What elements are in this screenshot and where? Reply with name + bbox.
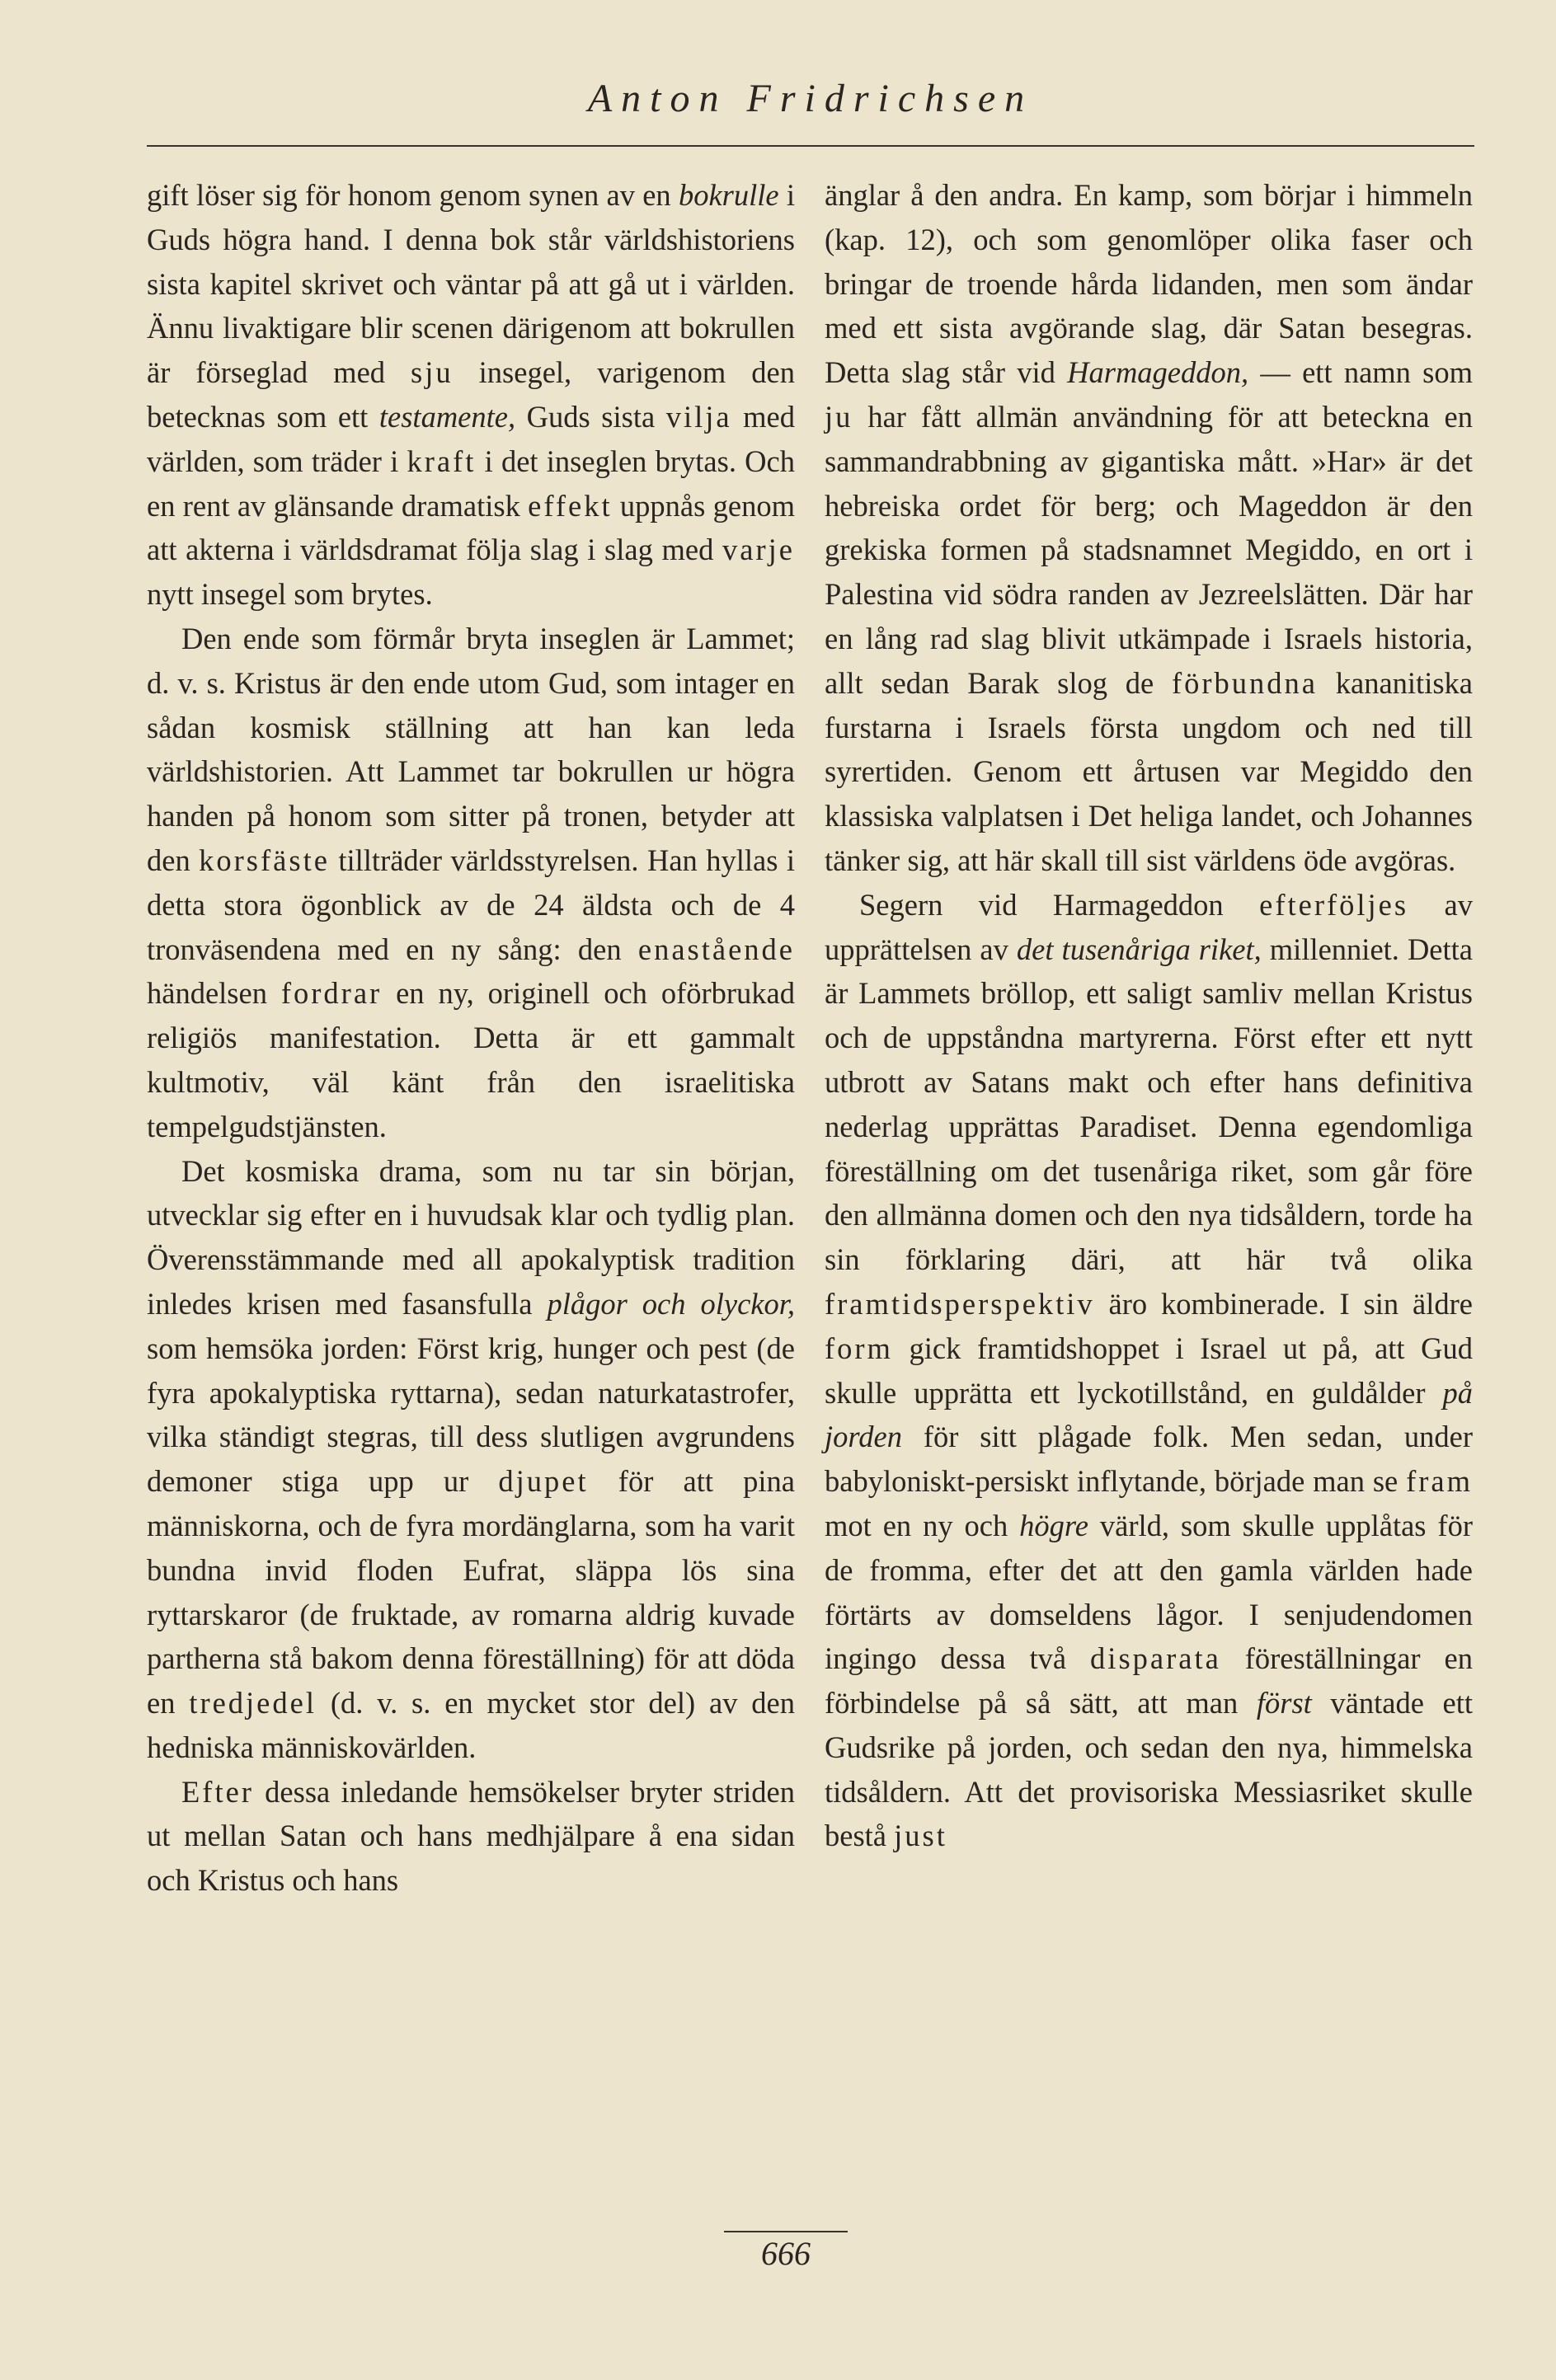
text-run: händelsen: [147, 976, 281, 1011]
italic-run: testamente,: [378, 399, 516, 434]
spaced-run: sju: [411, 355, 454, 390]
paragraph: [147, 1770, 795, 1903]
text-run: insegel, varigenom den betecknas som ett: [147, 355, 795, 434]
spaced-run: form: [825, 1331, 893, 1365]
paragraph: [825, 883, 1473, 1859]
italic-run: plågor och olyckor,: [547, 1286, 796, 1321]
text-run: Den ende som förmår bryta inseglen är Lammet; d. v. s. Kristus är den ende utom Gud, som intager en sådan kosmisk ställning att han kan leda världshistorien. Att Lammet tar bokrullen ur högra handen på honom som sitter på tronen, betyder att den: [147, 621, 795, 877]
spaced-run: tredjedel: [189, 1686, 317, 1720]
paragraph: [147, 617, 795, 1149]
spaced-run: disparata: [1090, 1641, 1221, 1676]
spaced-run: kraft: [407, 444, 477, 478]
left-column: [147, 173, 795, 1903]
spaced-run: ju: [825, 399, 853, 434]
header-rule: [147, 145, 1474, 147]
text-run: föreställningar en förbindelse på så sätt, att man: [825, 1641, 1473, 1720]
spaced-run: fram: [1406, 1464, 1473, 1499]
text-run: en ny, originell och oförbrukad religiös manifestation. Detta är ett gammalt kultmotiv, väl känt från den israelitiska tempelgudstjänsten.: [147, 976, 795, 1143]
text-run: Det kosmiska drama, som nu tar sin början, utvecklar sig efter en i huvudsak klar och tydlig plan. Överensstämmande med all apokalyptisk tradition inledes krisen med fasansfulla: [147, 1153, 795, 1321]
text-run: av upprättelsen av: [825, 887, 1473, 966]
spaced-run: förbundna: [1171, 665, 1318, 700]
text-run: kananitiska furstarna i Israels första ungdom och ned till syrertiden. Genom ett årtusen var Megiddo den klassiska valplatsen i Det heliga landet, och Johannes tänker sig, att här skall till sist världens öde avgöras.: [825, 665, 1473, 877]
spaced-run: vilja: [665, 399, 732, 434]
text-run: tillträder världsstyrelsen. Han hyllas i detta stora ögonblick av de 24 äldsta och de 4 tronväsendena med en ny sång: den: [147, 843, 796, 966]
text-run: i det inseglen brytas. Och en rent av glänsande dramatisk: [147, 444, 795, 523]
text-run: har fått allmän användning för att beteckna en sammandrabbning av gigantiska mått. »Har» är det hebreiska ordet för berg; och Mageddon är den grekiska formen på stadsnamnet Megiddo, en ort i Palestina vid södra randen av Jezreelslätten. Där har en lång rad slag blivit utkämpade i Israels historia, allt sedan Barak slog de: [825, 399, 1473, 700]
text-run: gick framtidshoppet i Israel ut på, att Gud skulle upprätta ett lyckotillstånd, en guldålder: [825, 1331, 1473, 1410]
spaced-run: varje: [722, 533, 795, 567]
text-run: mot en ny och: [825, 1508, 1020, 1542]
text-run: nytt insegel som brytes.: [147, 577, 433, 612]
paragraph: [825, 173, 1473, 883]
text-run: Segern vid Harmageddon: [859, 887, 1260, 922]
right-column: [825, 173, 1473, 1858]
paragraph: [147, 1149, 795, 1770]
running-head: Anton Fridrichsen: [587, 77, 1034, 120]
spaced-run: djupet: [498, 1464, 589, 1499]
text-run: värld, som skulle upplåtas för de fromma, efter det att den gamla världen hade förtärts av domseldens lågor. I senjudendomen ingingo dessa två: [825, 1508, 1473, 1676]
text-run: som hemsöka jorden: Först krig, hunger och pest (de fyra apokalyptiska ryttarna), sedan naturkatastrofer, vilka ständigt stegras, till dess slutligen avgrundens demoner stiga upp ur: [147, 1331, 795, 1499]
spaced-run: enastående: [637, 932, 795, 966]
text-run: änglar å den andra. En kamp, som börjar i himmeln (kap. 12), och som genomlöper olika faser och bringar de troende hårda lidanden, men som ändar med ett sista avgörande slag, där Satan besegras. Detta slag står vid: [825, 178, 1473, 390]
text-run: dessa inledande hemsökelser bryter striden ut mellan Satan och hans medhjälpare å ena sidan och Kristus och hans: [147, 1774, 795, 1898]
italic-run: det tusenåriga riket,: [1016, 932, 1262, 966]
spaced-run: fordrar: [280, 976, 383, 1011]
spaced-run: efterföljes: [1259, 887, 1409, 922]
italic-run: högre: [1019, 1508, 1088, 1542]
text-run: (d. v. s. en mycket stor del) av den hedniska människovärlden.: [147, 1686, 795, 1764]
text-run: för att pina människorna, och de fyra mordänglarna, som ha varit bundna invid floden Eufrat, släppa lös sina ryttarskaror (de fruktade, av romarna aldrig kuvade partherna stå bakom denna föreställning) för att döda en: [147, 1464, 795, 1720]
spaced-run: effekt: [528, 488, 613, 523]
spaced-run: just: [894, 1819, 947, 1853]
italic-run: bokrulle: [678, 178, 779, 212]
text-run: för sitt plågade folk. Men sedan, under babyloniskt-persiskt inflytande, började man se: [825, 1420, 1473, 1499]
text-run: Guds sista: [515, 399, 666, 434]
paragraph: [147, 173, 795, 617]
text-run: gift löser sig för honom genom synen av en: [147, 178, 679, 212]
italic-run: Harmageddon,: [1067, 355, 1249, 390]
text-run: med världen, som träder i: [147, 399, 795, 478]
text-run: i Guds högra hand. I denna bok står världshistoriens sista kapitel skrivet och väntar på att gå ut i världen. Ännu livaktigare blir scenen därigenom att bokrullen är förseglad med: [147, 178, 795, 390]
text-run: millenniet. Detta är Lammets bröllop, ett saligt samliv mellan Kristus och de uppståndna martyrerna. Först efter ett nytt utbrott av Satans makt och efter hans definitiva nederlag upprättas Paradiset. Denna egendomliga föreställning om det tusenåriga riket, som går före den allmänna domen och den nya tidsåldern, torde ha sin förklaring däri, att här två olika: [825, 932, 1473, 1277]
spaced-run: korsfäste: [199, 843, 330, 877]
text-run: äro kombinerade. I sin äldre: [1094, 1286, 1473, 1321]
page-number: 666: [724, 2231, 848, 2273]
spaced-run: framtidsperspektiv: [825, 1286, 1095, 1321]
italic-run: först: [1256, 1686, 1312, 1720]
text-run: — ett namn som: [1248, 355, 1473, 390]
text-run: uppnås genom att akterna i världsdramat följa slag i slag med: [147, 488, 796, 567]
italic-run: på jorden: [825, 1375, 1473, 1454]
spaced-run: Efter: [181, 1774, 254, 1809]
text-run: väntade ett Gudsrike på jorden, och sedan den nya, himmelska tidsåldern. Att det provisoriska Messiasriket skulle bestå: [825, 1686, 1473, 1853]
